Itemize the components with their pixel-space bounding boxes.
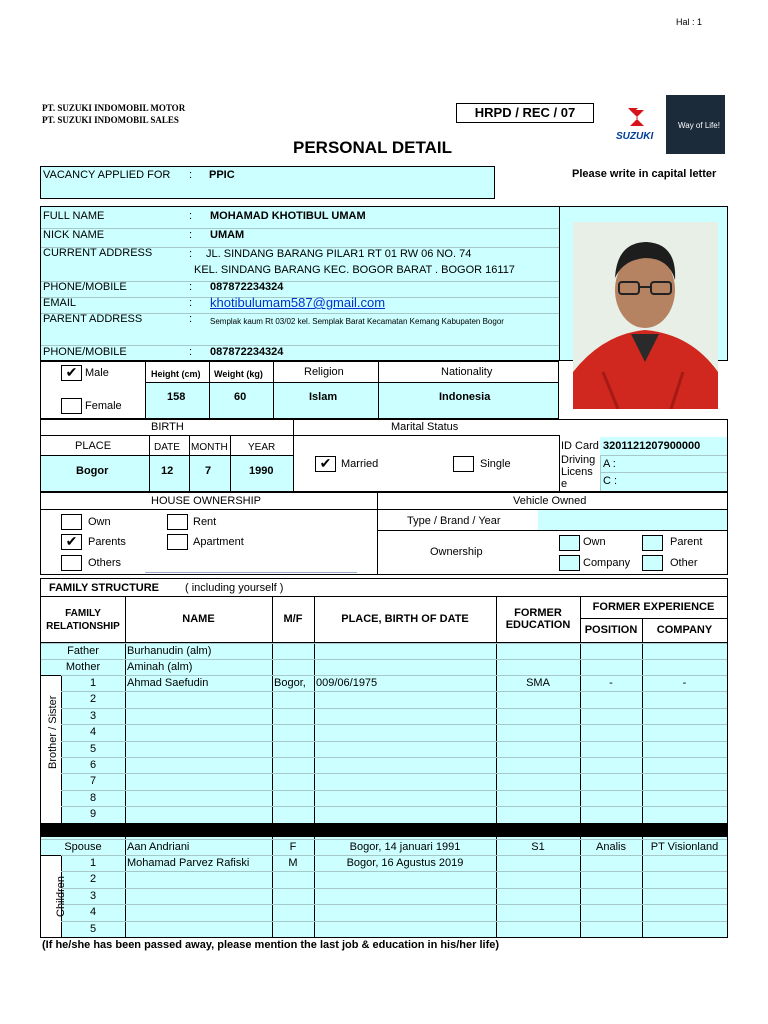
birth-date-value[interactable]: 12	[161, 465, 174, 477]
sibling-row-cell[interactable]: SMA	[526, 677, 550, 689]
house-own-checkbox[interactable]	[61, 514, 82, 530]
vacancy-value[interactable]: PPIC	[209, 169, 235, 181]
father-row-cell[interactable]: Burhanudin (alm)	[127, 645, 212, 657]
vehicle-parent-checkbox[interactable]	[642, 535, 663, 551]
personal-block: FULL NAME : MOHAMAD KHOTIBUL UMAM NICK NAME : UMAM CURRENT ADDRESS : JL. SINDANG BARANG PILAR1 RT 01 RW 06 NO. 74 KEL. SINDANG BARANG KEC. BOGOR BARAT . BOGOR 16117 PHONE/MOBILE : 087872234324 EMAIL : khotibulumam587@gmail.com PARENT ADDRESS : Semplak kaum Rt 03/02 kel. Semplak Barat Kecamatan Kemang Kabupaten Bogor PHONE/MOBILE : 087872234324	[40, 206, 728, 361]
way-of-life-badge: Way of Life!	[666, 95, 725, 154]
demographics-row: ✔ Male Female Height (cm) Weight (kg) Religion Nationality 158 60 Islam Indonesia	[40, 361, 559, 419]
child-row-cell[interactable]: M	[288, 857, 298, 869]
siblings-label: Brother / Sister	[47, 695, 59, 769]
ownership-block: HOUSE OWNERSHIP Vehicle Owned Own Rent ✔ Parents Apartment Others Type / Brand / Year Ownership Own Parent Company Other	[40, 492, 728, 575]
house-rent-checkbox[interactable]	[167, 514, 188, 530]
nick-name-value[interactable]: UMAM	[210, 229, 245, 241]
person-photo-icon	[573, 222, 718, 409]
spouse-row-cell[interactable]: Analis	[596, 841, 626, 853]
spouse-row-cell[interactable]: F	[289, 841, 297, 853]
child-row-label: 5	[89, 922, 97, 935]
sibling-row-label: 6	[89, 759, 97, 771]
family-structure-table: FAMILY STRUCTURE ( including yourself ) FAMILY RELATIONSHIP NAME M/F PLACE, BIRTH OF DATE FORMER EDUCATION FORMER EXPERIENCE POSITION COMPANY Father Burhanudin (alm) Mother Aminah (alm) 1 Ahmad Saefudin Bogor, 009/06/1975 SMA - - 2 3 4 5 6 7 8 9 Spouse Aan Andriani F Bogor, 14 januari 1991 S1 Analis PT Visionland 1 Mohamad Parvez Rafiski M Bogor, 16 Agustus 2019 2 3 4 5 Brother / Sister Children	[40, 578, 728, 938]
page-title: PERSONAL DETAIL	[293, 138, 452, 157]
male-checkbox[interactable]: ✔	[61, 365, 82, 381]
spouse-row-cell[interactable]: Aan Andriani	[127, 841, 190, 853]
email-link[interactable]: khotibulumam587@gmail.com	[210, 295, 386, 310]
phone-value[interactable]: 087872234324	[210, 281, 284, 293]
sibling-row-label: 4	[89, 726, 97, 739]
children-label: Children	[55, 876, 67, 917]
company-line-1: PT. SUZUKI INDOMOBIL MOTOR	[42, 103, 186, 113]
sibling-row-cell[interactable]: 009/06/1975	[316, 677, 378, 689]
house-others-checkbox[interactable]	[61, 555, 82, 571]
child-row-label: 4	[89, 906, 97, 919]
mother-row-label: Mother	[65, 661, 101, 673]
height-value[interactable]: 158	[167, 391, 186, 403]
sibling-row-label: 5	[89, 742, 97, 755]
nationality-value[interactable]: Indonesia	[439, 391, 491, 403]
sibling-row-label: 3	[89, 709, 97, 722]
document-code: HRPD / REC / 07	[456, 103, 594, 123]
spouse-row-label: Spouse	[64, 841, 102, 853]
sibling-row-cell[interactable]: -	[682, 677, 687, 689]
birth-year-value[interactable]: 1990	[249, 465, 274, 477]
married-checkbox[interactable]: ✔	[315, 456, 336, 472]
father-row-label: Father	[67, 645, 99, 657]
spouse-row-cell[interactable]: PT Visionland	[650, 841, 719, 853]
vehicle-other-checkbox[interactable]	[642, 555, 663, 571]
family-heading: FAMILY STRUCTURE	[49, 582, 160, 594]
address-line-2[interactable]: KEL. SINDANG BARANG KEC. BOGOR BARAT . BOGOR 16117	[194, 264, 515, 276]
sibling-row-cell[interactable]: -	[609, 677, 613, 689]
applicant-photo	[573, 222, 718, 409]
sibling-row-label: 7	[89, 775, 97, 788]
parent-phone-value[interactable]: 087872234324	[210, 346, 284, 358]
vacancy-box: VACANCY APPLIED FOR : PPIC	[40, 166, 495, 199]
child-row-cell[interactable]: Mohamad Parvez Rafiski	[127, 857, 250, 869]
capital-letter-note: Please write in capital letter	[572, 168, 717, 180]
house-parents-checkbox[interactable]: ✔	[61, 534, 82, 550]
address-line-1[interactable]: JL. SINDANG BARANG PILAR1 RT 01 RW 06 NO. 74	[206, 248, 472, 260]
child-row-label: 3	[89, 889, 97, 902]
id-card-value[interactable]: 3201121207900000	[603, 440, 701, 452]
vehicle-company-checkbox[interactable]	[559, 555, 580, 571]
parent-address-value[interactable]: Semplak kaum Rt 03/02 kel. Semplak Barat Kecamatan Kemang Kabupaten Bogor	[210, 317, 504, 326]
sibling-row-label: 8	[89, 791, 97, 804]
suzuki-logo: SUZUKI	[614, 106, 660, 146]
birth-place-value[interactable]: Bogor	[76, 465, 109, 477]
sibling-row-label: 2	[89, 693, 97, 706]
mother-row-cell[interactable]: Aminah (alm)	[127, 661, 193, 673]
house-apartment-checkbox[interactable]	[167, 534, 188, 550]
child-row-cell[interactable]: Bogor, 16 Agustus 2019	[346, 857, 464, 869]
weight-value[interactable]: 60	[234, 391, 247, 403]
religion-value[interactable]: Islam	[309, 391, 338, 403]
birth-month-value[interactable]: 7	[205, 465, 212, 477]
footnote: (If he/she has been passed away, please mention the last job & education in his/her life)	[42, 939, 500, 951]
child-row-label: 2	[89, 873, 97, 886]
vehicle-own-checkbox[interactable]	[559, 535, 580, 551]
sibling-row-cell[interactable]: Bogor,	[274, 677, 306, 689]
sibling-row-label: 1	[89, 677, 97, 689]
child-row-label: 1	[89, 857, 97, 869]
sibling-row-label: 9	[89, 808, 97, 821]
female-checkbox[interactable]	[61, 398, 82, 414]
page-number: Hal : 1	[676, 17, 703, 27]
spouse-row-cell[interactable]: Bogor, 14 januari 1991	[349, 841, 461, 853]
spouse-row-cell[interactable]: S1	[531, 841, 545, 853]
full-name-value[interactable]: MOHAMAD KHOTIBUL UMAM	[210, 210, 366, 222]
single-checkbox[interactable]	[453, 456, 474, 472]
birth-marital-row: BIRTH Marital Status PLACE DATE MONTH YEAR Bogor 12 7 1990 ✔ Married Single ID Card 3201121207900000 Driving Licens e A : C :	[40, 419, 728, 492]
company-line-2: PT. SUZUKI INDOMOBIL SALES	[42, 115, 179, 125]
sibling-row-cell[interactable]: Ahmad Saefudin	[127, 677, 209, 689]
